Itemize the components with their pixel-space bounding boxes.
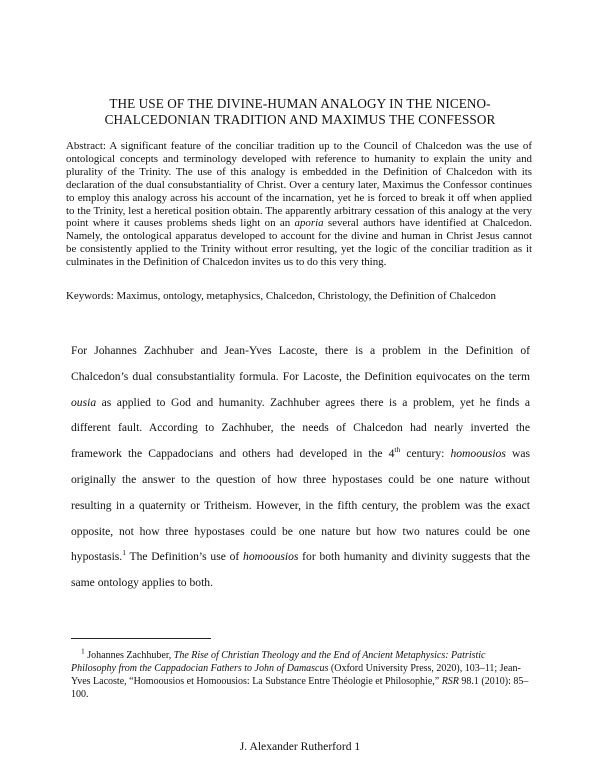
abstract-text-2: several authors have identified at Chalcedon. Namely, the ontological apparatus developed to account for the divine and human in Christ Jesus cannot be consistently applied to the Trinity without error resulting, yet the logic of the conciliar tradition as it culminates in the Definition of Chalcedon invites us to do this very thing. bbox=[66, 217, 532, 269]
footnote-number: 1 bbox=[81, 646, 85, 656]
keywords: Keywords: Maximus, ontology, metaphysics, Chalcedon, Christology, the Definition of Chalcedon bbox=[66, 290, 496, 302]
body-text-6: for both humanity and divinity suggests that the same ontology applies to both. bbox=[71, 550, 531, 590]
page-footer: J. Alexander Rutherford 1 bbox=[239, 740, 361, 753]
body-text-2: as applied to God and humanity. Zachhuber agrees there is a problem, yet he finds a different fault. According to Zachhuber, the needs of Chalcedon had nearly inverted the framework the Cappadocians and others had developed in the 4 bbox=[71, 395, 530, 461]
abstract-text-1: Abstract: A significant feature of the conciliar tradition up to the Council of Chalcedon was the use of ontological concepts and terminology developed with reference to humanity to explain the unity and plurality of the Trinity. The use of this analogy is embedded in the Definition of Chalcedon with its declaration of the dual consubstantiality of Christ. Over a century later, Maximus the Confessor continues to employ this analogy across his account of the incarnation, yet he is forced to break it off when applied to the Trinity, lest a heretical position obtain. The apparently arbitrary cessation of this analogy at the very point where it causes problems sheds light on an bbox=[66, 140, 532, 230]
footnote-text-2: (Oxford University Press, 2020), 103–11; Jean-Yves Lacoste, “Homoousios et Homoousios: La Substance Entre Théologie et Philosophie,” bbox=[71, 663, 521, 688]
footnote-text-3: 98.1 (2010): 85–100. bbox=[71, 676, 529, 701]
body-homoousios-1: homoousios bbox=[450, 447, 506, 461]
paper-title bbox=[70, 96, 530, 128]
title-line-2: CHALCEDONIAN TRADITION AND MAXIMUS THE CONFESSOR bbox=[104, 112, 496, 127]
footnote-reference[interactable]: 1 bbox=[122, 548, 126, 558]
body-ousia: ousia bbox=[71, 395, 97, 409]
footnote-journal: RSR bbox=[441, 676, 459, 688]
body-text-3: century: bbox=[400, 447, 451, 461]
superscript-th: th bbox=[394, 445, 401, 455]
body-homoousios-2: homoousios bbox=[243, 550, 299, 564]
footnote-book-title: The Rise of Christian Theology and the End of Ancient Metaphysics: Patristic Philosophy from the Cappadocian Fathers to John of Damascus bbox=[71, 650, 486, 675]
abstract bbox=[66, 140, 532, 269]
title-line-1: THE USE OF THE DIVINE-HUMAN ANALOGY IN THE NICENO- bbox=[109, 96, 491, 111]
body-text-1: For Johannes Zachhuber and Jean-Yves Lacoste, there is a problem in the Definition of Chalcedon’s dual consubstantiality formula. For Lacoste, the Definition equivocates on the term bbox=[71, 344, 530, 383]
footnote-divider bbox=[71, 638, 211, 639]
footnote bbox=[71, 646, 530, 701]
body-paragraph bbox=[71, 338, 530, 596]
body-text-4: was originally the answer to the question of how three hypostases could be one nature without resulting in a quaternity or Tritheism. However, in the fifth century, the problem was the exact opposite, not how three hypostases could be one nature but how two natures could be one hypostasis. bbox=[71, 447, 530, 564]
footnote-text-1: Johannes Zachhuber, bbox=[84, 650, 174, 661]
abstract-aporia: aporia bbox=[294, 217, 324, 230]
body-text-5: The Definition’s use of bbox=[125, 550, 244, 564]
